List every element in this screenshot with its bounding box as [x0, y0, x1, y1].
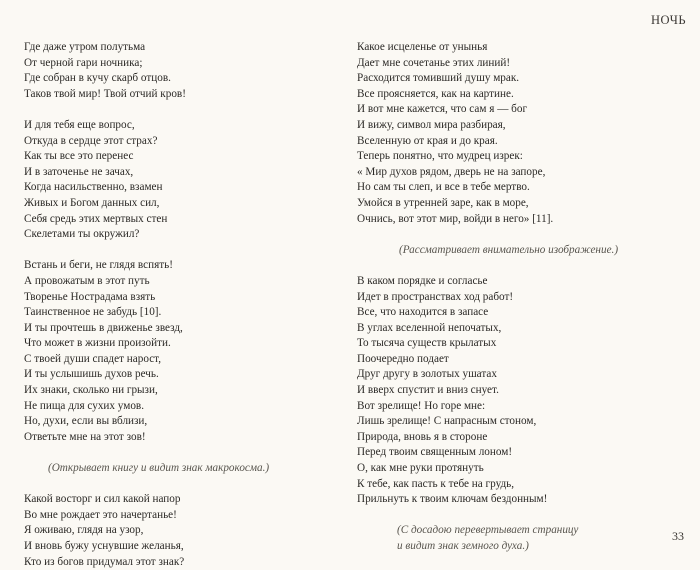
verse-line: Очнись, вот этот мир, войди в него» [11]. [357, 212, 554, 225]
verse-line: Как ты все это перенес [24, 150, 134, 163]
verse-line: Перед твоим священным лоном! [357, 446, 513, 459]
stage-direction: (Открывает книгу и видит знак макрокосма.) [48, 462, 270, 475]
stage-direction: (С досадою перевертывает страницу [397, 524, 579, 537]
verse-line: И вновь бужу уснувшие желанья, [24, 540, 184, 552]
verse-line: В углах вселенной непочатых, [357, 321, 502, 334]
verse-line: Но сам ты слеп, и все в тебе мертво. [357, 181, 530, 194]
verse-line: Какой восторг и сил какой напор [24, 493, 181, 506]
verse-line: Себя средь этих мертвых стен [24, 212, 168, 225]
verse-line: Теперь понятно, что мудрец изрек: [357, 150, 523, 163]
verse-line: Дает мне сочетанье этих линий! [357, 56, 511, 69]
stanza [24, 40, 324, 102]
verse-line: Во мне рождает это начертанье! [24, 508, 177, 521]
verse-line: Все проясняется, как на картине. [357, 87, 514, 100]
left-column [24, 40, 324, 570]
stanza [24, 258, 324, 445]
verse-line: Какое исцеленье от унынья [357, 41, 488, 53]
stage-direction: и видит знак земного духа.) [397, 540, 529, 552]
right-column [357, 40, 667, 555]
verse-line: То тысяча существ крылатых [357, 337, 497, 350]
verse-line: Их знаки, сколько ни грызи, [24, 384, 158, 397]
verse-line: Таков твой мир! Твой отчий кров! [24, 87, 186, 100]
verse-line: Таинственное не забудь [10]. [24, 306, 162, 319]
stanza [24, 118, 324, 243]
verse-line: « Мир духов рядом, дверь не на запоре, [357, 165, 546, 178]
stanza [357, 274, 667, 508]
verse-line: С твоей души спадет нарост, [24, 352, 162, 365]
verse-line: А провожатым в этот путь [24, 274, 150, 287]
verse-line: И в заточенье не зачах, [24, 165, 134, 178]
verse-line: Расходится томивший душу мрак. [357, 72, 520, 85]
verse-line: Но, духи, если вы вблизи, [24, 415, 148, 428]
verse-line: Я оживаю, глядя на узор, [24, 524, 144, 537]
verse-line: И ты прочтешь в движенье звезд, [24, 321, 183, 334]
verse-line: И вижу, символ мира разбирая, [357, 118, 506, 131]
verse-line: Где даже утром полутьма [24, 41, 146, 53]
verse-line: Друг другу в золотых ушатах [357, 368, 497, 381]
stanza [357, 40, 667, 227]
verse-line: И для тебя еще вопрос, [24, 118, 135, 131]
verse-line: В каком порядке и согласье [357, 274, 488, 287]
verse-line: О, как мне руки протянуть [357, 462, 484, 475]
verse-line: Умойся в утренней заре, как в море, [357, 196, 529, 209]
running-header: НОЧЬ [650, 13, 686, 27]
verse-line: Скелетами ты окружил? [24, 228, 140, 241]
page-number: 33 [672, 529, 684, 543]
verse-line: Когда насильственно, взамен [24, 181, 163, 194]
verse-line: Творенье Нострадама взять [24, 290, 156, 303]
verse-line: Вот зрелище! Но горе мне: [357, 399, 486, 412]
verse-line: Прильнуть к твоим ключам бездонным! [357, 493, 548, 506]
verse-line: Не пища для сухих умов. [24, 399, 144, 412]
verse-line: Природа, вновь я в стороне [357, 430, 488, 443]
verse-line: Живых и Богом данных сил, [24, 196, 160, 209]
verse-line: Поочередно подает [357, 352, 449, 365]
verse-line: Кто из богов придумал этот знак? [24, 555, 185, 568]
verse-line: И вверх спустит и вниз снует. [357, 384, 499, 397]
stanza [24, 492, 324, 570]
verse-line: И ты услышишь духов речь. [24, 368, 159, 381]
verse-line: Встань и беги, не глядя вспять! [24, 259, 173, 272]
verse-line: От черной гари ночника; [24, 56, 143, 69]
verse-line: Идет в пространствах ход работ! [357, 290, 514, 303]
verse-line: Что может в жизни произойти. [24, 337, 171, 350]
verse-line: И вот мне кажется, что сам я — бог [357, 103, 528, 116]
verse-line: К тебе, как пасть к тебе на грудь, [357, 477, 515, 490]
verse-line: Вселенную от края и до края. [357, 134, 498, 147]
verse-line: Ответьте мне на этот зов! [24, 430, 146, 443]
stage-direction: (Рассматривает внимательно изображение.) [399, 243, 619, 256]
verse-line: Все, что находится в запасе [357, 306, 489, 319]
verse-line: Лишь зрелище! С напрасным стоном, [357, 415, 537, 428]
verse-line: Где собран в кучу скарб отцов. [24, 72, 171, 85]
verse-line: Откуда в сердце этот страх? [24, 134, 158, 147]
